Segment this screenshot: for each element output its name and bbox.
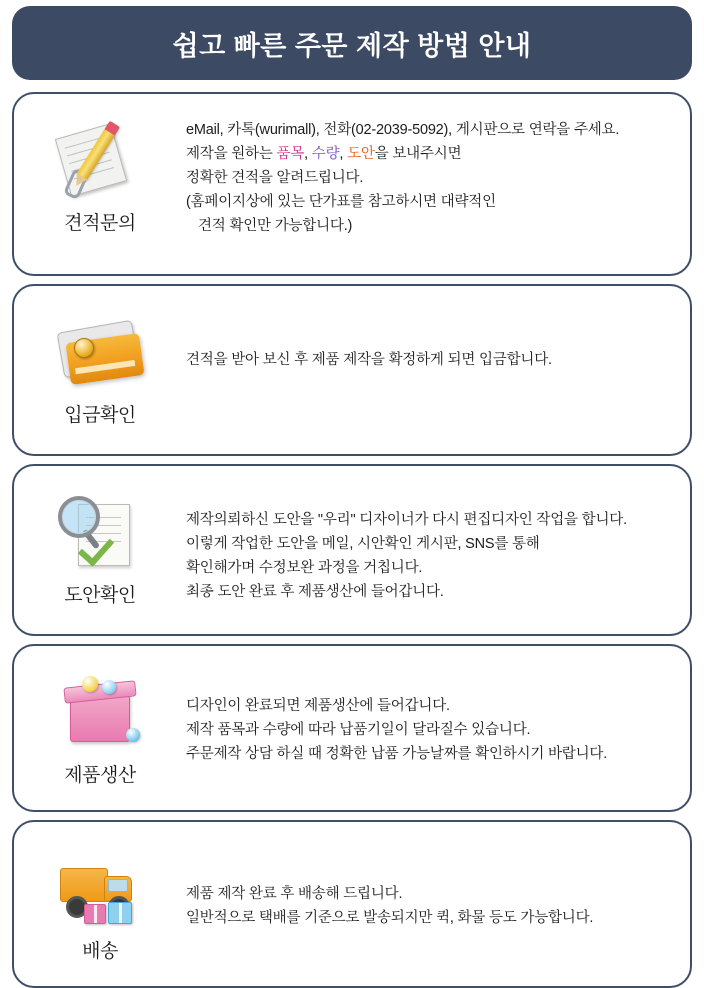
credit-card-icon [52,308,148,394]
page-header-banner [12,6,692,80]
step-line: 확인해가며 수정보완 과정을 거칩니다. [186,560,423,576]
step-line: 견적을 받아 보신 후 제품 제작을 확정하게 되면 입금합니다. [186,352,552,368]
pencil-paper-icon [52,116,148,202]
step-card-quote [12,92,692,276]
step-label: 도안확인 [64,585,136,606]
magnifier-document-icon [52,488,148,574]
step-text-area [176,832,676,930]
highlight-quantity: 수량 [311,146,340,162]
step-card-delivery [12,820,692,988]
step-line: 제작의뢰하신 도안을 "우리" 디자이너가 다시 편집디자인 작업을 합니다. [186,512,627,528]
step-line: 견적 확인만 가능합니다.) [198,218,353,234]
step-text-area [176,104,676,238]
step-text-area [176,476,676,604]
step-line: 디자인이 완료되면 제품생산에 들어갑니다. [186,698,450,714]
text-segment: , [304,146,312,162]
step-line: 최종 도안 완료 후 제품생산에 들어갑니다. [186,584,444,600]
step-card-payment [12,284,692,456]
step-card-design-check [12,464,692,636]
step-card-production [12,644,692,812]
step-line-highlighted [186,142,676,166]
step-text-area [176,656,676,766]
step-label: 입금확인 [64,405,136,426]
step-icon-area [24,476,176,607]
text-segment: , [339,146,348,162]
step-label: 배송 [82,941,118,962]
step-line: (홈페이지상에 있는 단가표를 참고하시면 대략적인 [186,194,496,210]
step-line: 정확한 견적을 알려드립니다. [186,170,364,186]
step-icon-area [24,832,176,963]
highlight-design: 도안 [347,146,375,162]
step-line: 이렇게 작업한 도안을 메일, 시안확인 게시판, SNS를 통해 [186,536,540,552]
steps-list [12,92,692,988]
step-icon-area [24,656,176,787]
step-line: eMail, 카톡(wurimall), 전화(02-2039-5092), 게시판으로 연락을 주세요. [186,122,620,138]
step-label: 견적문의 [64,213,136,234]
step-label: 제품생산 [64,765,136,786]
step-icon-area [24,104,176,235]
step-line: 주문제작 상담 하실 때 정확한 납품 가능날짜를 확인하시기 바랍니다. [186,746,608,762]
step-line: 일반적으로 택배를 기준으로 발송되지만 퀵, 화물 등도 가능합니다. [186,910,594,926]
gift-box-icon [52,668,148,754]
step-line: 제작 품목과 수량에 따라 납품기일이 달라질수 있습니다. [186,722,531,738]
step-line: 제품 제작 완료 후 배송해 드립니다. [186,886,403,902]
step-icon-area [24,296,176,427]
text-segment: 을 보내주시면 [374,146,462,162]
step-text-area [176,296,676,372]
highlight-item: 품목 [276,146,305,162]
delivery-truck-icon [52,844,148,930]
page-title: 쉽고 빠른 주문 제작 방법 안내 [172,30,532,61]
text-segment: 제작을 원하는 [186,146,277,162]
